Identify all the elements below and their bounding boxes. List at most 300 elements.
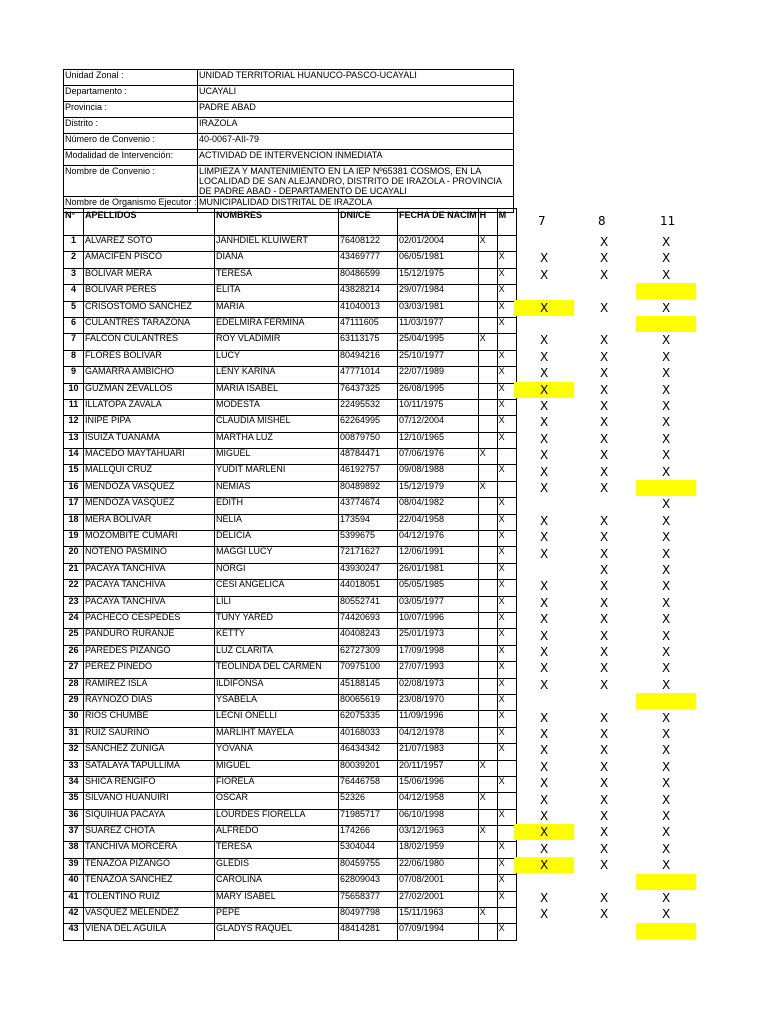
highlight-cell bbox=[636, 874, 696, 890]
x-mark: X bbox=[600, 382, 609, 397]
apellidos-cell: BOLIVAR MERA bbox=[84, 268, 215, 284]
apellidos-cell: BOLIVAR PERES bbox=[84, 285, 215, 301]
apellidos-cell: CRISOSTOMO SANCHEZ bbox=[84, 301, 215, 317]
x-mark: X bbox=[540, 546, 549, 561]
x-mark: X bbox=[662, 464, 671, 479]
table-row bbox=[64, 727, 517, 743]
apellidos-cell: ILLATOPA ZAVALA bbox=[84, 399, 215, 415]
header-label: Número de Convenio : bbox=[64, 134, 198, 150]
h-cell: X bbox=[478, 826, 497, 842]
m-cell: X bbox=[497, 432, 516, 448]
x-mark: X bbox=[600, 300, 609, 315]
x-mark: X bbox=[540, 841, 549, 856]
fecha-cell: 12/10/1965 bbox=[398, 432, 479, 448]
x-mark: X bbox=[600, 595, 609, 610]
m-cell: X bbox=[497, 547, 516, 563]
table-row bbox=[64, 236, 517, 252]
row-number: 43 bbox=[64, 924, 84, 940]
x-mark: X bbox=[662, 907, 671, 922]
m-cell: X bbox=[497, 301, 516, 317]
dni-cell: 80039201 bbox=[339, 760, 398, 776]
x-mark: X bbox=[662, 530, 671, 545]
m-cell: X bbox=[497, 563, 516, 579]
fecha-cell: 21/07/1983 bbox=[398, 744, 479, 760]
h-cell bbox=[478, 547, 497, 563]
dni-cell: 52326 bbox=[339, 793, 398, 809]
nombres-cell: LILI bbox=[215, 596, 339, 612]
m-cell: X bbox=[497, 514, 516, 530]
highlight-cell bbox=[636, 693, 696, 709]
apellidos-cell: PANDURO RURANJE bbox=[84, 629, 215, 645]
dni-cell: 173594 bbox=[339, 514, 398, 530]
m-cell: X bbox=[497, 842, 516, 858]
fecha-cell: 10/07/1996 bbox=[398, 612, 479, 628]
nombres-cell: YUDIT MARLENI bbox=[215, 465, 339, 481]
header-value: 40-0067-AII-79 bbox=[198, 134, 514, 150]
h-cell bbox=[478, 432, 497, 448]
x-mark: X bbox=[600, 481, 609, 495]
apellidos-cell: PACAYA TANCHIVA bbox=[84, 580, 215, 596]
x-mark: X bbox=[600, 448, 609, 463]
m-cell: X bbox=[497, 268, 516, 284]
table-row bbox=[64, 645, 517, 661]
nombres-cell: CAROLINA bbox=[215, 875, 339, 891]
fecha-cell: 07/12/2004 bbox=[398, 416, 479, 432]
row-number: 38 bbox=[64, 842, 84, 858]
x-mark: X bbox=[540, 431, 549, 446]
apellidos-cell: MENDOZA VASQUEZ bbox=[84, 481, 215, 497]
x-mark: X bbox=[600, 907, 609, 922]
m-cell: X bbox=[497, 612, 516, 628]
fecha-cell: 10/11/1975 bbox=[398, 399, 479, 415]
h-cell bbox=[478, 744, 497, 760]
x-mark: X bbox=[662, 645, 671, 659]
m-cell bbox=[497, 236, 516, 252]
apellidos-cell: MALLQUI CRUZ bbox=[84, 465, 215, 481]
fecha-cell: 15/06/1996 bbox=[398, 776, 479, 792]
m-cell: X bbox=[497, 350, 516, 366]
h-cell: X bbox=[478, 793, 497, 809]
dni-cell: 47111605 bbox=[339, 317, 398, 333]
row-number: 34 bbox=[64, 776, 84, 792]
x-mark: X bbox=[662, 251, 671, 266]
highlight-cell bbox=[636, 480, 696, 496]
x-mark: X bbox=[540, 415, 549, 430]
fecha-cell: 11/09/1996 bbox=[398, 711, 479, 727]
nombres-cell: NEMIAS bbox=[215, 481, 339, 497]
nombres-cell: MARTHA LUZ bbox=[215, 432, 339, 448]
x-mark: X bbox=[662, 759, 671, 774]
header-label: Distrito : bbox=[64, 118, 198, 134]
m-cell: X bbox=[497, 531, 516, 547]
x-mark: X bbox=[540, 481, 549, 495]
row-number: 18 bbox=[64, 514, 84, 530]
fecha-cell: 17/09/1998 bbox=[398, 645, 479, 661]
table-row bbox=[64, 793, 517, 809]
apellidos-cell: MENDOZA VASQUEZ bbox=[84, 498, 215, 514]
nombres-cell: LECNI ONELLI bbox=[215, 711, 339, 727]
x-mark: X bbox=[540, 267, 549, 282]
header-label: Nombre de Organismo Ejecutor : bbox=[64, 197, 198, 213]
nombres-cell: EDITH bbox=[215, 498, 339, 514]
x-mark: X bbox=[540, 858, 549, 873]
highlight-cell bbox=[636, 316, 696, 332]
m-cell: X bbox=[497, 744, 516, 760]
h-cell bbox=[478, 285, 497, 301]
nombres-cell: DIANA bbox=[215, 252, 339, 268]
nombres-cell: LUCY bbox=[215, 350, 339, 366]
x-mark: X bbox=[662, 366, 671, 381]
dni-cell: 43930247 bbox=[339, 563, 398, 579]
table-row bbox=[64, 531, 517, 547]
dni-cell: 80459755 bbox=[339, 858, 398, 874]
row-number: 39 bbox=[64, 858, 84, 874]
fecha-cell: 04/12/1958 bbox=[398, 793, 479, 809]
row-number: 15 bbox=[64, 465, 84, 481]
row-number: 6 bbox=[64, 317, 84, 333]
row-number: 33 bbox=[64, 760, 84, 776]
x-mark: X bbox=[600, 366, 609, 381]
extra-column-header: 11 bbox=[660, 214, 676, 228]
header-label: Unidad Zonal : bbox=[64, 70, 198, 86]
x-mark: X bbox=[662, 399, 671, 413]
nombres-cell: MIGUEL bbox=[215, 760, 339, 776]
dni-cell: 41040013 bbox=[339, 301, 398, 317]
table-row bbox=[64, 678, 517, 694]
row-number: 28 bbox=[64, 678, 84, 694]
h-cell bbox=[478, 858, 497, 874]
table-row bbox=[64, 268, 517, 284]
x-mark: X bbox=[540, 464, 549, 479]
apellidos-cell: TOLENTINO RUIZ bbox=[84, 891, 215, 907]
nombres-cell: MODESTA bbox=[215, 399, 339, 415]
x-mark: X bbox=[540, 579, 549, 594]
x-mark: X bbox=[600, 464, 609, 479]
row-number: 5 bbox=[64, 301, 84, 317]
x-mark: X bbox=[662, 858, 671, 873]
apellidos-cell: SILVANO HUANUIRI bbox=[84, 793, 215, 809]
nombres-cell: TERESA bbox=[215, 268, 339, 284]
fecha-cell: 25/01/1973 bbox=[398, 629, 479, 645]
nombres-cell: LENY KARINA bbox=[215, 367, 339, 383]
row-number: 37 bbox=[64, 826, 84, 842]
x-mark: X bbox=[600, 235, 609, 249]
m-cell: X bbox=[497, 645, 516, 661]
h-cell bbox=[478, 596, 497, 612]
x-mark: X bbox=[600, 891, 609, 905]
x-mark: X bbox=[540, 628, 549, 643]
h-cell bbox=[478, 563, 497, 579]
x-mark: X bbox=[662, 349, 671, 364]
nombres-cell: GLEDIS bbox=[215, 858, 339, 874]
m-cell: X bbox=[497, 285, 516, 301]
x-mark: X bbox=[662, 825, 671, 840]
apellidos-cell: VIENA DEL AGUILA bbox=[84, 924, 215, 940]
table-row bbox=[64, 514, 517, 530]
h-cell bbox=[478, 842, 497, 858]
table-row bbox=[64, 842, 517, 858]
fecha-cell: 07/08/2001 bbox=[398, 875, 479, 891]
m-cell: X bbox=[497, 465, 516, 481]
dni-cell: 174266 bbox=[339, 826, 398, 842]
fecha-cell: 27/07/1993 bbox=[398, 662, 479, 678]
row-number: 17 bbox=[64, 498, 84, 514]
h-cell bbox=[478, 711, 497, 727]
nombres-cell: TEOLINDA DEL CARMEN bbox=[215, 662, 339, 678]
fecha-cell: 05/05/1985 bbox=[398, 580, 479, 596]
col-header-nombres: NOMBRES bbox=[215, 209, 339, 236]
apellidos-cell: RAMIREZ ISLA bbox=[84, 678, 215, 694]
header-label: Modalidad de Intervención: bbox=[64, 150, 198, 166]
fecha-cell: 29/07/1984 bbox=[398, 285, 479, 301]
x-mark: X bbox=[662, 579, 671, 594]
h-cell bbox=[478, 383, 497, 399]
table-row bbox=[64, 449, 517, 465]
x-mark: X bbox=[540, 759, 549, 774]
apellidos-cell: TANCHIVA MORCERA bbox=[84, 842, 215, 858]
fecha-cell: 15/11/1963 bbox=[398, 908, 479, 924]
apellidos-cell: MACEDO MAYTAHUARI bbox=[84, 449, 215, 465]
row-number: 29 bbox=[64, 694, 84, 710]
table-row bbox=[64, 367, 517, 383]
x-mark: X bbox=[662, 743, 671, 758]
x-mark: X bbox=[600, 431, 609, 446]
nombres-cell: NORGI bbox=[215, 563, 339, 579]
x-mark: X bbox=[600, 710, 609, 725]
m-cell bbox=[497, 908, 516, 924]
dni-cell: 62809043 bbox=[339, 875, 398, 891]
dni-cell: 45188145 bbox=[339, 678, 398, 694]
dni-cell: 80065619 bbox=[339, 694, 398, 710]
nombres-cell: MARY ISABEL bbox=[215, 891, 339, 907]
nombres-cell: ROY VLADIMIR bbox=[215, 334, 339, 350]
x-mark: X bbox=[600, 858, 609, 873]
col-header-h: H bbox=[478, 209, 497, 236]
apellidos-cell: CULANTRES TARAZONA bbox=[84, 317, 215, 333]
x-mark: X bbox=[662, 333, 671, 348]
m-cell: X bbox=[497, 383, 516, 399]
fecha-cell: 27/02/2001 bbox=[398, 891, 479, 907]
header-row bbox=[64, 150, 514, 166]
x-mark: X bbox=[600, 628, 609, 643]
dni-cell: 22495532 bbox=[339, 399, 398, 415]
header-value: LIMPIEZA Y MANTENIMIENTO EN LA IEP Nº65381 COSMOS, EN LA LOCALIDAD DE SAN ALEJANDRO, DISTRITO DE IRAZOLA - PROVINCIA DE PADRE ABAD - DEPARTAMENTO DE UCAYALI bbox=[198, 166, 514, 197]
apellidos-cell: RIOS CHUMBE bbox=[84, 711, 215, 727]
apellidos-cell: PAREDES PIZANGO bbox=[84, 645, 215, 661]
table-row bbox=[64, 826, 517, 842]
m-cell: X bbox=[497, 317, 516, 333]
col-header-m: M bbox=[497, 209, 516, 236]
nombres-cell: OSCAR bbox=[215, 793, 339, 809]
apellidos-cell: RUIZ SAURINO bbox=[84, 727, 215, 743]
row-number: 9 bbox=[64, 367, 84, 383]
nombres-cell: TERESA bbox=[215, 842, 339, 858]
x-mark: X bbox=[540, 792, 549, 807]
x-mark: X bbox=[662, 612, 671, 627]
apellidos-cell: PACHECO CESPEDES bbox=[84, 612, 215, 628]
fecha-cell: 25/10/1977 bbox=[398, 350, 479, 366]
m-cell: X bbox=[497, 924, 516, 940]
apellidos-cell: SATALAYA TAPULLIMA bbox=[84, 760, 215, 776]
table-row bbox=[64, 252, 517, 268]
table-row bbox=[64, 547, 517, 563]
fecha-cell: 12/06/1991 bbox=[398, 547, 479, 563]
nombres-cell: CLAUDIA MISHEL bbox=[215, 416, 339, 432]
col-header-apellidos: APELLIDOS bbox=[84, 209, 215, 236]
table-row bbox=[64, 744, 517, 760]
x-mark: X bbox=[662, 776, 671, 791]
table-row bbox=[64, 596, 517, 612]
h-cell bbox=[478, 580, 497, 596]
x-mark: X bbox=[600, 513, 609, 528]
row-number: 26 bbox=[64, 645, 84, 661]
fecha-cell: 09/08/1988 bbox=[398, 465, 479, 481]
header-value: IRAZOLA bbox=[198, 118, 514, 134]
fecha-cell: 02/08/1973 bbox=[398, 678, 479, 694]
x-mark: X bbox=[600, 349, 609, 364]
h-cell: X bbox=[478, 481, 497, 497]
x-mark: X bbox=[540, 300, 549, 315]
x-mark: X bbox=[600, 759, 609, 774]
row-number: 22 bbox=[64, 580, 84, 596]
x-mark: X bbox=[540, 825, 549, 840]
fecha-cell: 15/12/1975 bbox=[398, 268, 479, 284]
x-mark: X bbox=[662, 727, 671, 741]
row-number: 40 bbox=[64, 875, 84, 891]
x-mark: X bbox=[662, 382, 671, 397]
header-row bbox=[64, 166, 514, 197]
h-cell bbox=[478, 367, 497, 383]
x-mark: X bbox=[662, 513, 671, 528]
x-mark: X bbox=[540, 595, 549, 610]
fecha-cell: 07/09/1994 bbox=[398, 924, 479, 940]
extra-column-header: 8 bbox=[598, 214, 606, 228]
table-row bbox=[64, 317, 517, 333]
table-row bbox=[64, 334, 517, 350]
x-mark: X bbox=[662, 710, 671, 725]
dni-cell: 80486599 bbox=[339, 268, 398, 284]
dni-cell: 71985717 bbox=[339, 809, 398, 825]
dni-cell: 62264995 bbox=[339, 416, 398, 432]
x-mark: X bbox=[540, 513, 549, 528]
x-mark: X bbox=[600, 841, 609, 856]
x-mark: X bbox=[600, 612, 609, 627]
apellidos-cell: PACAYA TANCHIVA bbox=[84, 596, 215, 612]
m-cell: X bbox=[497, 776, 516, 792]
x-mark: X bbox=[662, 595, 671, 610]
row-number: 11 bbox=[64, 399, 84, 415]
dni-cell: 48414281 bbox=[339, 924, 398, 940]
fecha-cell: 03/05/1977 bbox=[398, 596, 479, 612]
nombres-cell: TUNY YARED bbox=[215, 612, 339, 628]
nombres-cell: FIORELA bbox=[215, 776, 339, 792]
apellidos-cell: ALVAREZ SOTO bbox=[84, 236, 215, 252]
h-cell bbox=[478, 252, 497, 268]
row-number: 14 bbox=[64, 449, 84, 465]
h-cell bbox=[478, 694, 497, 710]
h-cell bbox=[478, 645, 497, 661]
table-row bbox=[64, 399, 517, 415]
table-row bbox=[64, 301, 517, 317]
x-mark: X bbox=[540, 677, 549, 692]
h-cell bbox=[478, 268, 497, 284]
fecha-cell: 03/12/1963 bbox=[398, 826, 479, 842]
x-mark: X bbox=[600, 399, 609, 413]
nombres-cell: LOURDES FIORELLA bbox=[215, 809, 339, 825]
dni-cell: 80497798 bbox=[339, 908, 398, 924]
table-row bbox=[64, 285, 517, 301]
x-mark: X bbox=[662, 431, 671, 446]
fecha-cell: 26/08/1995 bbox=[398, 383, 479, 399]
row-number: 30 bbox=[64, 711, 84, 727]
dni-cell: 47771014 bbox=[339, 367, 398, 383]
nombres-cell: MIGUEL bbox=[215, 449, 339, 465]
nombres-cell: ILDIFONSA bbox=[215, 678, 339, 694]
table-row bbox=[64, 350, 517, 366]
m-cell: X bbox=[497, 367, 516, 383]
row-number: 7 bbox=[64, 334, 84, 350]
nombres-cell: KETTY bbox=[215, 629, 339, 645]
dni-cell: 80494216 bbox=[339, 350, 398, 366]
table-row bbox=[64, 629, 517, 645]
fecha-cell: 02/01/2004 bbox=[398, 236, 479, 252]
h-cell bbox=[478, 514, 497, 530]
row-number: 10 bbox=[64, 383, 84, 399]
m-cell bbox=[497, 334, 516, 350]
h-cell bbox=[478, 350, 497, 366]
x-mark: X bbox=[540, 809, 549, 823]
x-mark: X bbox=[600, 546, 609, 561]
x-mark: X bbox=[540, 891, 549, 905]
apellidos-cell: TENAZOA SANCHEZ bbox=[84, 875, 215, 891]
dni-cell: 5304044 bbox=[339, 842, 398, 858]
fecha-cell: 22/07/1989 bbox=[398, 367, 479, 383]
h-cell bbox=[478, 301, 497, 317]
col-header-n: N° bbox=[64, 209, 84, 236]
h-cell bbox=[478, 809, 497, 825]
dni-cell: 43828214 bbox=[339, 285, 398, 301]
header-label: Departamento : bbox=[64, 86, 198, 102]
nombres-cell: MARLIHT MAYELA bbox=[215, 727, 339, 743]
fecha-cell: 08/04/1982 bbox=[398, 498, 479, 514]
dni-cell: 43469777 bbox=[339, 252, 398, 268]
table-row bbox=[64, 432, 517, 448]
h-cell: X bbox=[478, 449, 497, 465]
h-cell bbox=[478, 498, 497, 514]
m-cell: X bbox=[497, 711, 516, 727]
m-cell: X bbox=[497, 252, 516, 268]
apellidos-cell: GAMARRA AMBICHO bbox=[84, 367, 215, 383]
x-mark: X bbox=[662, 300, 671, 315]
row-number: 21 bbox=[64, 563, 84, 579]
table-header-row bbox=[64, 209, 517, 236]
table-row bbox=[64, 924, 517, 940]
table-row bbox=[64, 694, 517, 710]
fecha-cell: 04/12/1978 bbox=[398, 727, 479, 743]
nombres-cell: MARIA ISABEL bbox=[215, 383, 339, 399]
table-row bbox=[64, 416, 517, 432]
x-mark: X bbox=[540, 333, 549, 348]
nombres-cell: ELITA bbox=[215, 285, 339, 301]
nombres-cell: DELICIA bbox=[215, 531, 339, 547]
x-mark: X bbox=[600, 645, 609, 659]
fecha-cell: 20/11/1957 bbox=[398, 760, 479, 776]
header-label: Provincia : bbox=[64, 102, 198, 118]
m-cell: X bbox=[497, 399, 516, 415]
x-mark: X bbox=[662, 677, 671, 692]
h-cell: X bbox=[478, 236, 497, 252]
dni-cell: 40168033 bbox=[339, 727, 398, 743]
